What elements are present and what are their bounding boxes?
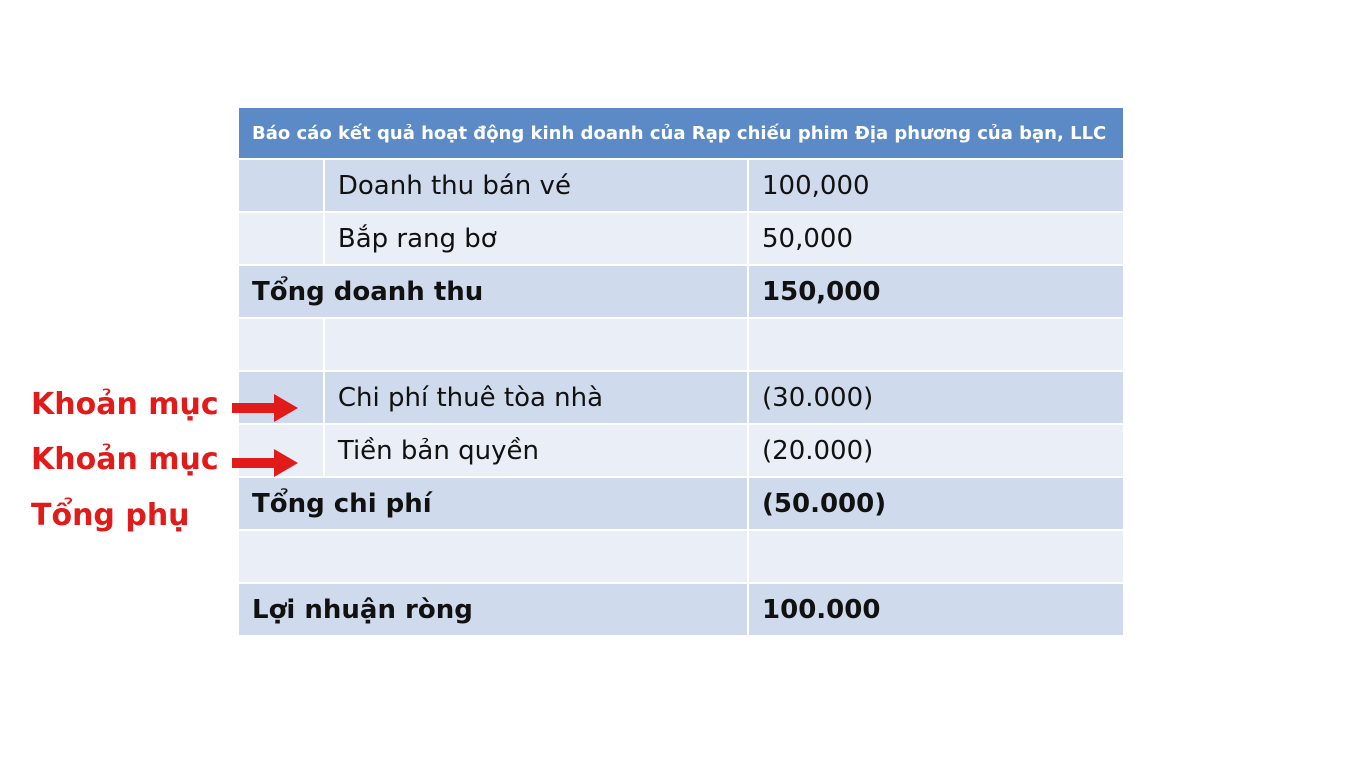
- table-row: [238, 424, 1124, 477]
- table-row: [238, 371, 1124, 424]
- row-value: 100.000: [748, 583, 1124, 636]
- income-statement-table: [237, 106, 1125, 637]
- row-label: Lợi nhuận ròng: [238, 583, 748, 636]
- table-title: Báo cáo kết quả hoạt động kinh doanh của Rạp chiếu phim Địa phương của bạn, LLC: [238, 107, 1124, 159]
- subtotal-annotation: Tổng phụ: [31, 498, 190, 533]
- table-row-total: [238, 477, 1124, 530]
- row-value: 150,000: [748, 265, 1124, 318]
- table-row: [238, 159, 1124, 212]
- right-arrow-icon: [232, 393, 298, 423]
- table-row: [238, 212, 1124, 265]
- row-label: Tổng doanh thu: [238, 265, 748, 318]
- row-value: (30.000): [748, 371, 1124, 424]
- table-row-empty: [238, 530, 1124, 583]
- line-item-annotation: Khoản mục: [31, 387, 219, 422]
- row-label: Bắp rang bơ: [324, 212, 748, 265]
- row-label: Doanh thu bán vé: [324, 159, 748, 212]
- table-row-total: [238, 265, 1124, 318]
- row-value: 50,000: [748, 212, 1124, 265]
- right-arrow-icon: [232, 448, 298, 478]
- row-label: Chi phí thuê tòa nhà: [324, 371, 748, 424]
- row-value: (50.000): [748, 477, 1124, 530]
- table-row-empty: [238, 318, 1124, 371]
- indent-cell: [238, 212, 324, 265]
- row-label: [238, 530, 748, 583]
- line-item-annotation: Khoản mục: [31, 442, 219, 477]
- indent-cell: [238, 318, 324, 371]
- row-value: 100,000: [748, 159, 1124, 212]
- row-label: Tiền bản quyền: [324, 424, 748, 477]
- row-value: (20.000): [748, 424, 1124, 477]
- row-value: [748, 318, 1124, 371]
- indent-cell: [238, 159, 324, 212]
- table-row-total: [238, 583, 1124, 636]
- row-label: [324, 318, 748, 371]
- row-label: Tổng chi phí: [238, 477, 748, 530]
- row-value: [748, 530, 1124, 583]
